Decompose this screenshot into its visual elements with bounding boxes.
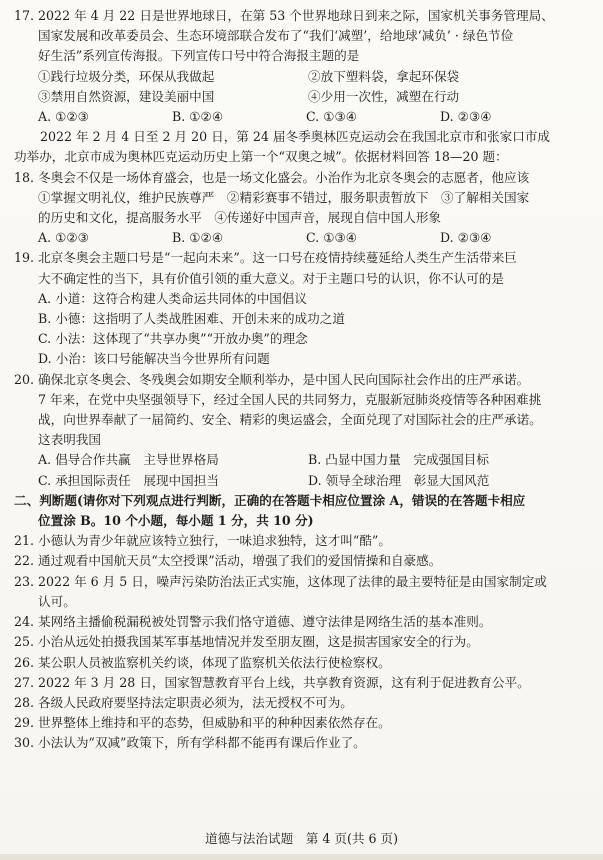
q20-option-b: B. 凸显中国力量 完成强国目标 [308,452,489,468]
q20-line: 战，向世界奉献了一届简约、安全、精彩的奥运盛会，全面兑现了对国际社会的庄严承诺。 [38,412,542,428]
q18-option-b: B. ①②④ [172,230,224,246]
q19-line: 大不确定性的当下，具有价值引领的重大意义。对于主题口号的认识，你不认可的是 [38,270,504,286]
question-19 [14,248,599,369]
material-intro [14,127,599,167]
intro-line: 2022 年 2 月 4 日至 2 月 20 日，第 24 届冬季奥林匹克运动会在我国北京市和张家口市成 [40,129,550,145]
q17-option-c: C. ①③④ [306,109,358,125]
q17-item: ④少用一次性，减塑在行动 [308,88,460,104]
q19-option-a: A. 小道：这符合构建人类命运共同体的中国倡议 [38,290,307,306]
page-footer: 道德与法治试题 第 4 页(共 6 页) [205,831,398,846]
intro-line: 功举办，北京市成为奥林匹克运动历史上第一个“双奥之城”。依据材料回答 18—20 题： [14,149,508,165]
judge-item: 25. 小治从远处拍摄我国某军事基地情况并发至朋友圈，这是损害国家安全的行为。 [14,634,479,650]
q20-option-a: A. 倡导合作共赢 主导世界格局 [38,452,219,468]
q18-line: 的历史和文化，提高服务水平 ④传递好中国声音，展现自信中国人形象 [38,210,441,226]
q20-line: 7 年来，在党中央坚强领导下，经过全国人民的共同努力，克服新冠肺炎疫情等各种困难挑 [38,391,542,407]
judgement-questions [14,531,599,753]
q17-line: 好生活”系列宣传海报。下列宣传口号中符合海报主题的是 [38,48,360,64]
q19-option-d: D. 小治：该口号能解决当今世界所有问题 [38,351,270,367]
judge-item: 21. 小德认为青少年就应该特立独行，一味追求独特，这才叫“酷”。 [14,533,391,549]
judge-item: 24. 某网络主播偷税漏税被处罚警示我们恪守道德、遵守法律是网络生活的基本准则。 [14,614,492,630]
q17-line: 17. 2022 年 4 月 22 日是世界地球日，在第 53 个世界地球日到来之际，国家机关事务管理局、 [14,8,554,23]
q18-line: 18. 冬奥会不仅是一场体育盛会，也是一场文化盛会。小治作为北京冬奥会的志愿者，他应该 [14,169,530,185]
q20-option-d: D. 领导全球治理 彰显大国风范 [308,472,490,488]
q19-option-b: B. 小德：这指明了人类战胜困难、开创未来的成功之道 [38,311,345,327]
q18-option-a: A. ①②③ [38,230,89,246]
section-heading-line: 位置涂 B。10 个小题，每小题 1 分，共 10 分) [38,513,314,529]
q17-item: ①践行垃圾分类，环保从我做起 [38,68,215,84]
q20-option-c: C. 承担国际责任 展现中国担当 [38,472,219,488]
q20-line: 20. 确保北京冬奥会、冬残奥会如期安全顺利举办，是中国人民向国际社会作出的庄严承诺。 [14,371,530,387]
q18-line: ①掌握文明礼仪，维护民族尊严 ②精彩赛事不错过，服务职责暂放下 ③了解相关国家 [38,189,530,205]
q17-line: 国家发展和改革委员会、生态环境部联合发布了“我们‘减塑’，给地球‘减负’ · 绿色节俭 [38,28,514,44]
question-18 [14,168,599,249]
question-20 [14,370,599,491]
q18-option-c: C. ①③④ [306,230,358,246]
page-content [14,6,599,754]
judge-item-cont: 认可。 [38,593,76,609]
q17-item: ③禁用自然资源，建设美丽中国 [38,88,215,104]
q19-option-c: C. 小法：这体现了“共享办奥”“开放办奥”的理念 [38,331,308,347]
section-2-heading [14,491,599,531]
question-17 [14,6,599,127]
judge-item: 28. 各级人民政府要坚持法定职责必须为，法无授权不可为。 [14,694,353,710]
page-bottom-edge [0,854,603,860]
judge-item: 29. 世界整体上维持和平的态势，但威胁和平的种种因素依然存在。 [14,715,391,731]
q17-item: ②放下塑料袋，拿起环保袋 [308,68,460,84]
q18-option-d: D. ②③④ [440,230,492,246]
q20-line: 这表明我国 [38,432,101,448]
q17-option-b: B. ①②④ [172,109,224,125]
q17-option-a: A. ①②③ [38,109,89,125]
judge-item: 23. 2022 年 6 月 5 日，噪声污染防治法正式实施，这体现了法律的最主要特征是由国家制定或 [14,573,547,589]
judge-item: 30. 小法认为“双减”政策下，所有学科都不能再有课后作业了。 [14,735,366,751]
q19-line: 19. 北京冬奥会主题口号是“一起向未来”。这一口号在疫情持续蔓延给人类生产生活带来巨 [14,250,517,266]
section-heading-line: 二、判断题(请你对下列观点进行判断，正确的在答题卡相应位置涂 A，错误的在答题卡相应 [14,492,526,508]
judge-item: 27. 2022 年 3 月 28 日，国家智慧教育平台上线，共享教育资源，这有利于促进教育公平。 [14,674,530,690]
judge-item: 22. 通过观看中国航天员“太空授课”活动，增强了我们的爱国情操和自豪感。 [14,553,442,569]
judge-item: 26. 某公职人员被监察机关约谈，体现了监察机关依法行使检察权。 [14,654,391,670]
q17-option-d: D. ②③④ [440,109,492,125]
